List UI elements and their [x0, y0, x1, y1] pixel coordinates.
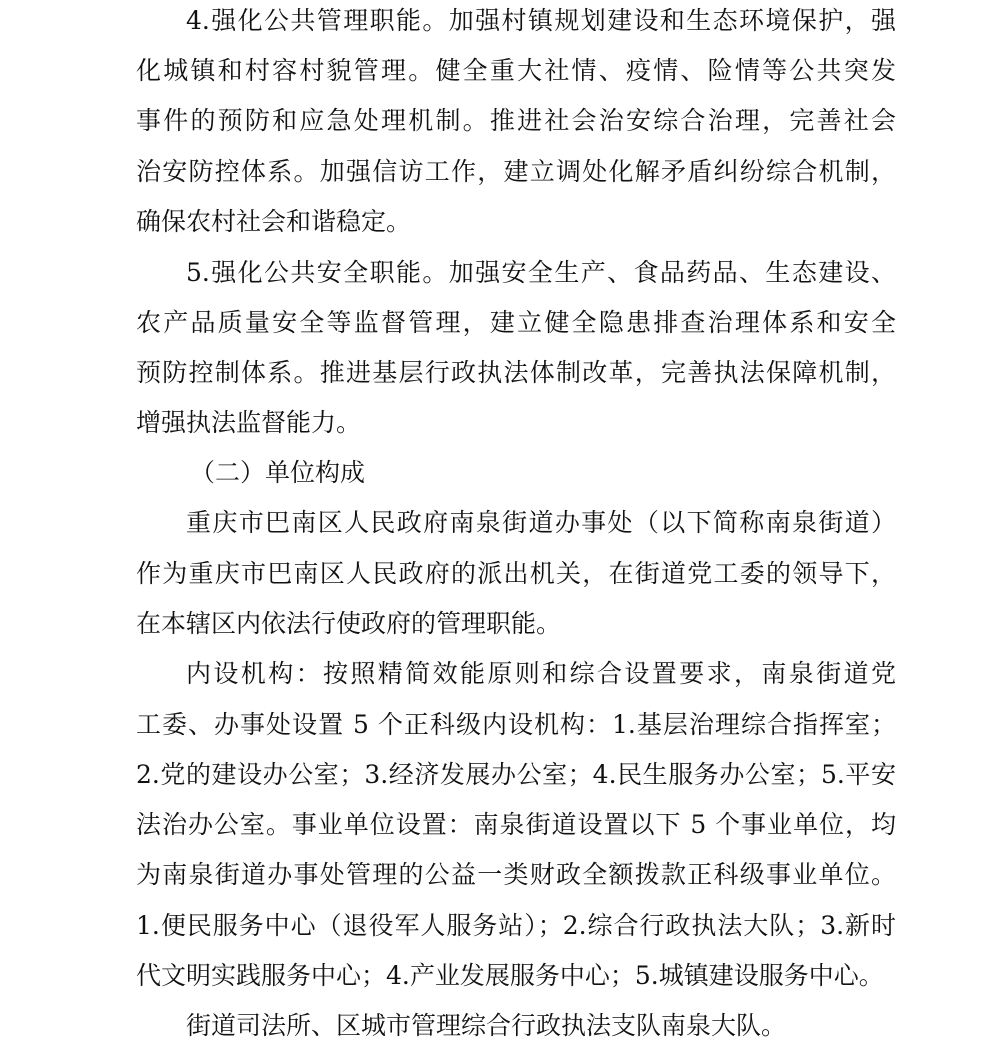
paragraph-5-line-1: 5.强化公共安全职能。加强安全生产、食品药品、生态建设、: [186, 258, 896, 287]
internal-paragraph-line-6: 1.便民服务中心（退役军人服务站）；2.综合行政执法大队；3.新时: [136, 911, 896, 940]
internal-paragraph-line-4: 法治办公室。事业单位设置：南泉街道设置以下 5 个事业单位，均: [136, 810, 896, 839]
internal-paragraph-line-3: 2.党的建设办公室；3.经济发展办公室；4.民生服务办公室；5.平安: [136, 760, 896, 789]
final-paragraph-line-1: 街道司法所、区城市管理综合行政执法支队南泉大队。: [186, 1011, 787, 1040]
paragraph-5-line-2: 农产品质量安全等监督管理，建立健全隐患排查治理体系和安全: [136, 308, 896, 337]
paragraph-5-line-3: 预防控制体系。推进基层行政执法体制改革，完善执法保障机制，: [136, 358, 896, 387]
internal-paragraph-line-5: 为南泉街道办事处管理的公益一类财政全额拨款正科级事业单位。: [136, 860, 896, 889]
paragraph-4-line-1: 4.强化公共管理职能。加强村镇规划建设和生态环境保护，强: [186, 6, 896, 35]
internal-paragraph-line-7: 代文明实践服务中心；4.产业发展服务中心；5.城镇建设服务中心。: [136, 961, 884, 990]
unit-paragraph-line-2: 作为重庆市巴南区人民政府的派出机关，在街道党工委的领导下，: [136, 559, 896, 588]
unit-paragraph-line-3: 在本辖区内依法行使政府的管理职能。: [136, 609, 562, 638]
paragraph-4-line-2: 化城镇和村容村貌管理。健全重大社情、疫情、险情等公共突发: [136, 56, 896, 85]
internal-paragraph-line-1: 内设机构：按照精简效能原则和综合设置要求，南泉街道党: [186, 659, 896, 688]
unit-paragraph-line-1: 重庆市巴南区人民政府南泉街道办事处（以下简称南泉街道）: [186, 508, 896, 537]
section-heading: （二）单位构成: [190, 458, 366, 487]
internal-paragraph-line-2: 工委、办事处设置 5 个正科级内设机构：1.基层治理综合指挥室；: [136, 710, 896, 739]
paragraph-5-line-4: 增强执法监督能力。: [136, 408, 362, 437]
paragraph-4-line-4: 治安防控体系。加强信访工作，建立调处化解矛盾纠纷综合机制，: [136, 157, 896, 186]
paragraph-4-line-3: 事件的预防和应急处理机制。推进社会治安综合治理，完善社会: [136, 106, 896, 135]
paragraph-4-line-5: 确保农村社会和谐稳定。: [136, 207, 412, 236]
